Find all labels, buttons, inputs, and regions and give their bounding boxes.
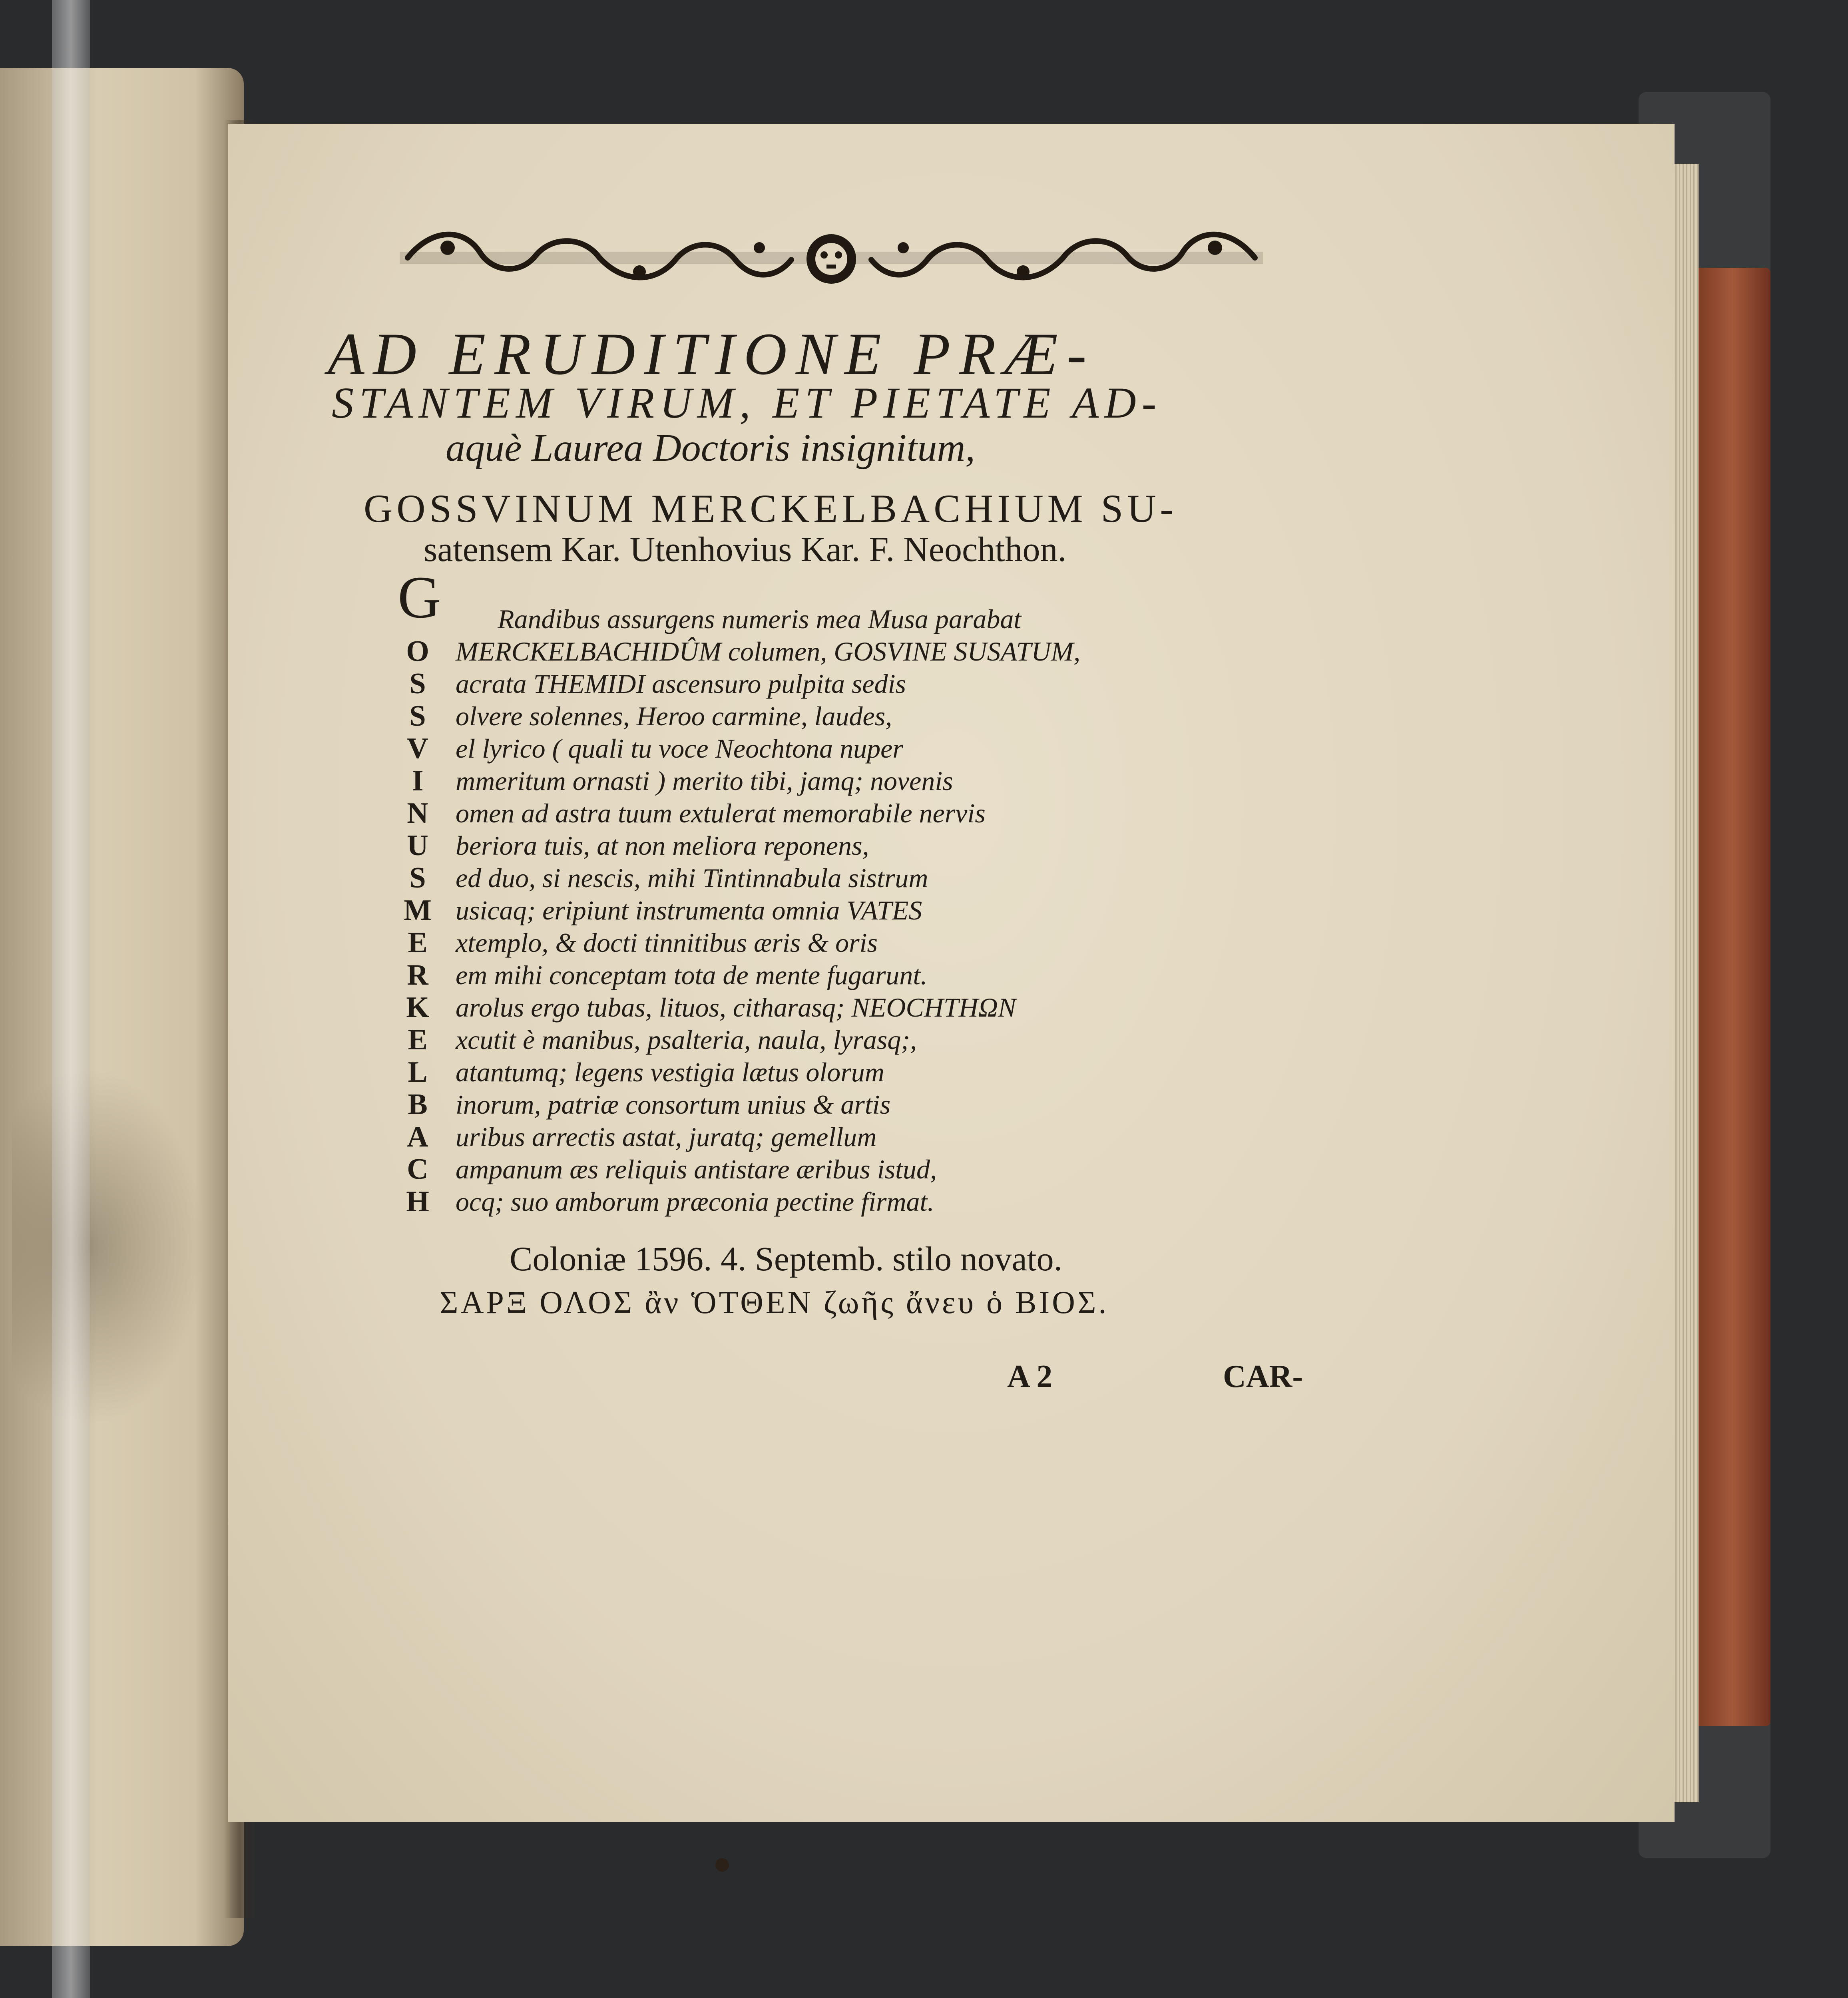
acrostic-letter: E — [408, 1023, 428, 1056]
acrostic-letter: S — [409, 862, 426, 894]
acrostic-letter: I — [412, 764, 424, 797]
verso-stain — [12, 1067, 204, 1427]
verse-line: uribus arrectis astat, juratq; gemellum — [456, 1122, 877, 1152]
acrostic-letter: A — [407, 1120, 428, 1153]
acrostic-letter: R — [407, 959, 428, 991]
verse-line: ed duo, si nescis, mihi Tintinnabula sistrum — [456, 863, 928, 893]
verse-line: xcutit è manibus, psalteria, naula, lyrasq;, — [456, 1025, 917, 1055]
verse-block — [456, 635, 1080, 1218]
verse-line: usicaq; eripiunt instrumenta omnia VATES — [456, 895, 922, 925]
verse-line: el lyrico ( quali tu voce Neochtona nuper — [456, 733, 903, 764]
addressee-name: GOSSVINUM MERCKELBACHIUM SU- — [364, 486, 1177, 531]
verse-line: ampanum æs reliquis antistare æribus istud, — [456, 1154, 937, 1184]
verse-line: em mihi conceptam tota de mente fugarunt. — [456, 960, 928, 990]
verse-line: arolus ergo tubas, lituos, citharasq; NEOCHTHΩN — [456, 992, 1016, 1023]
acrostic-letter: E — [408, 926, 428, 959]
tape-strip — [52, 0, 90, 1998]
acrostic-letter: O — [406, 635, 429, 668]
title-line-3: aquè Laurea Doctoris insignitum, — [446, 426, 975, 470]
head-ornament — [400, 224, 1263, 292]
acrostic-letter: N — [407, 797, 428, 830]
drop-initial: G — [398, 564, 441, 631]
verse-line: inorum, patriæ consortum unius & artis — [456, 1089, 891, 1120]
acrostic-letter: S — [409, 667, 426, 700]
acrostic-letter: K — [406, 991, 429, 1024]
acrostic-column — [396, 635, 440, 1218]
verse-line: beriora tuis, at non meliora reponens, — [456, 830, 869, 861]
author-line: satensem Kar. Utenhovius Kar. F. Neochthon. — [424, 530, 1067, 569]
title-line-1: AD ERUDITIONE PRÆ- — [328, 321, 1095, 387]
verse-line: ocq; suo amborum præconia pectine firmat. — [456, 1186, 934, 1217]
acrostic-letter: C — [407, 1153, 428, 1186]
place-date-line: Coloniæ 1596. 4. Septemb. stilo novato. — [510, 1240, 1063, 1278]
title-line-2: STANTEM VIRUM, ET PIETATE AD- — [332, 378, 1162, 427]
acrostic-letter: B — [408, 1088, 428, 1121]
verse-line: acrata THEMIDI ascensuro pulpita sedis — [456, 669, 906, 699]
ink-spot — [715, 1858, 729, 1872]
verse-line: atantumq; legens vestigia lætus olorum — [456, 1057, 884, 1087]
signature-mark: A 2 — [1007, 1359, 1053, 1394]
cover-leather-edge — [1695, 268, 1770, 1726]
acrostic-letter: M — [404, 894, 432, 927]
acrostic-letter: L — [408, 1056, 428, 1089]
acrostic-letter: V — [407, 732, 428, 765]
verse-line: olvere solennes, Heroo carmine, laudes, — [456, 701, 892, 731]
verse-line: MERCKELBACHIDÛM columen, GOSVINE SUSATUM, — [456, 636, 1081, 667]
acrostic-letter: U — [407, 829, 428, 862]
acrostic-letter: S — [409, 700, 426, 732]
verse-line-first: Randibus assurgens numeris mea Musa parabat — [498, 604, 1022, 634]
verse-line: omen ad astra tuum extulerat memorabile nervis — [456, 798, 986, 828]
acrostic-letter: H — [406, 1185, 429, 1218]
greek-motto: ΣΑΡΞ ΟΛΟΣ ἂν ὉΤΘΕΝ ζωῆς ἄνευ ὁ ΒΙΟΣ. — [440, 1285, 1109, 1320]
verse-line: mmeritum ornasti ) merito tibi, jamq; novenis — [456, 766, 953, 796]
catchword: CAR- — [1223, 1359, 1303, 1394]
verso-page — [0, 68, 244, 1946]
verse-line: xtemplo, & docti tinnitibus æris & oris — [456, 927, 878, 958]
